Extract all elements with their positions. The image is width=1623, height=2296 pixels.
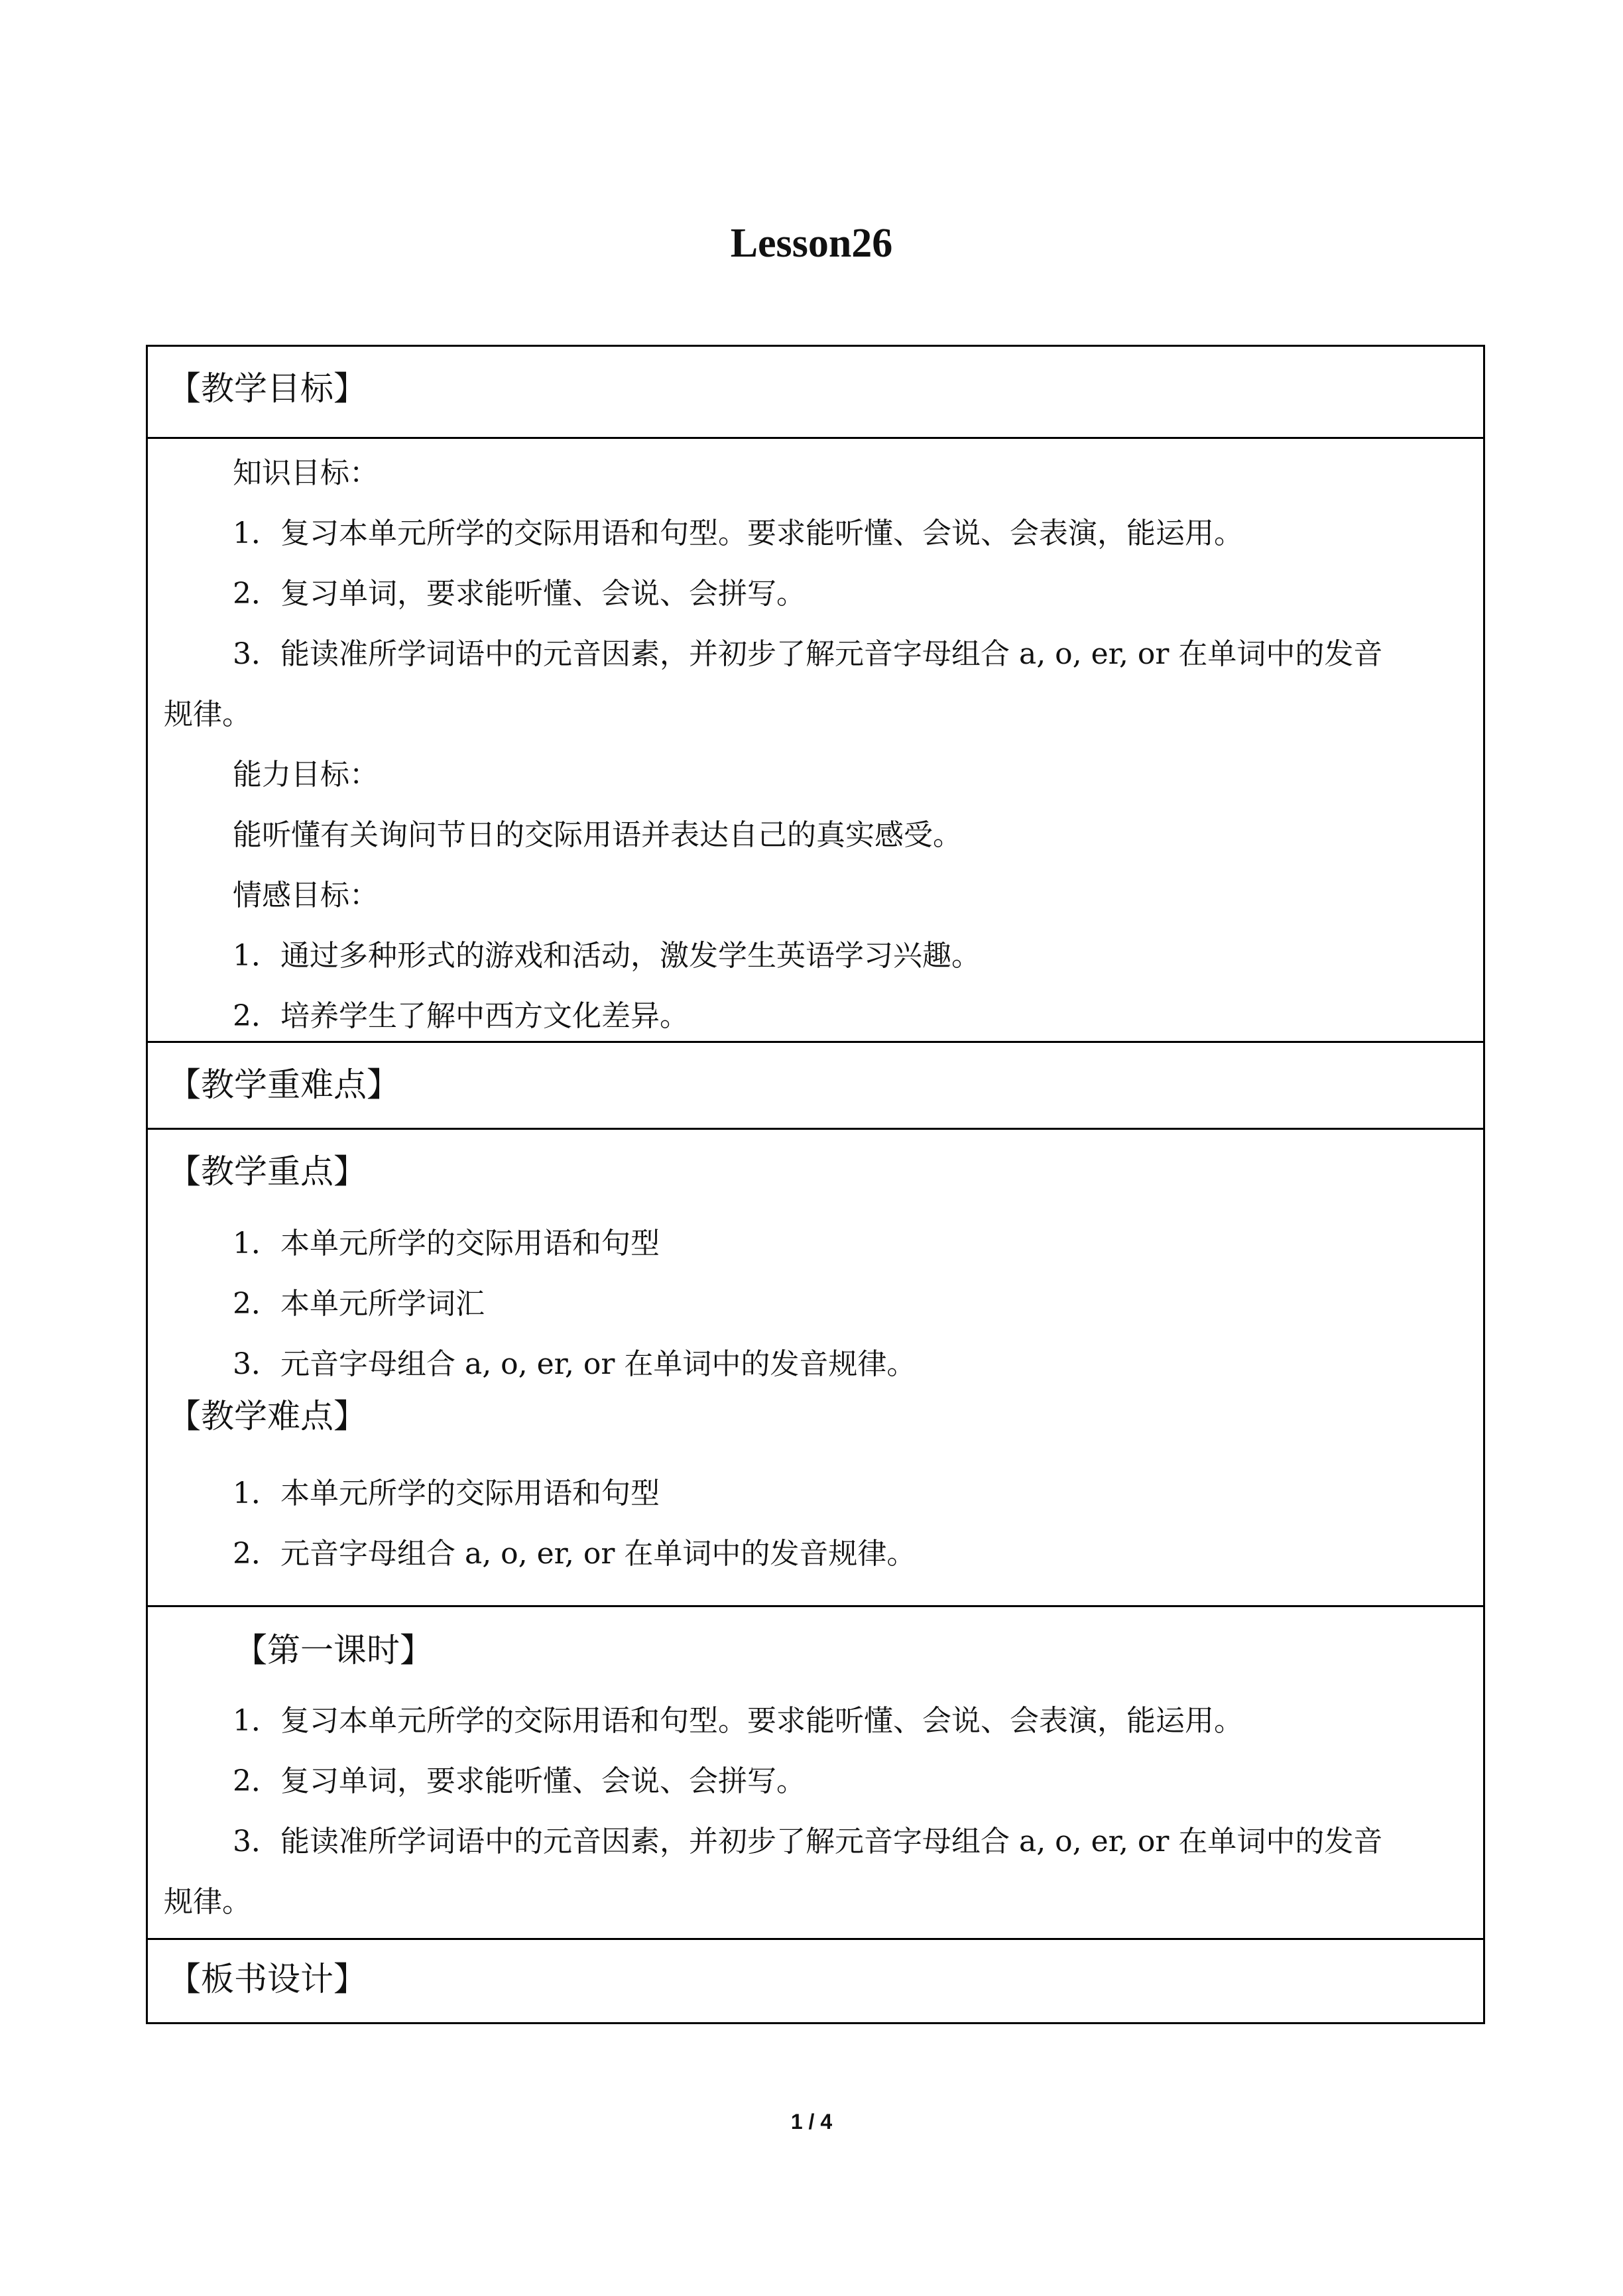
knowledge-item: 1．复习本单元所学的交际用语和句型。要求能听懂、会说、会表演，能运用。 bbox=[233, 516, 1243, 550]
key-point-item: 1．本单元所学的交际用语和句型 bbox=[233, 1227, 660, 1260]
ability-label: 能力目标： bbox=[233, 758, 379, 792]
emotion-item: 2．培养学生了解中西方文化差异。 bbox=[233, 999, 689, 1033]
key-point-item: 3．元音字母组合 a, o, er, or 在单词中的发音规律。 bbox=[233, 1347, 916, 1381]
difficult-point-item: 1．本单元所学的交际用语和句型 bbox=[233, 1477, 660, 1510]
key-point-item: 2．本单元所学词汇 bbox=[233, 1287, 485, 1321]
key-points-row bbox=[148, 1128, 1483, 1605]
key-difficult-header-row bbox=[148, 1041, 1483, 1128]
objectives-header-row bbox=[148, 347, 1483, 437]
page-number: 1 / 4 bbox=[790, 2110, 833, 2134]
emotion-item: 1．通过多种形式的游戏和活动，激发学生英语学习兴趣。 bbox=[233, 939, 981, 973]
first-lesson-header: 【第一课时】 bbox=[234, 1631, 433, 1669]
knowledge-item: 3．能读准所学词语中的元音因素，并初步了解元音字母组合 a, o, er, or 在单词中的发音 bbox=[233, 637, 1383, 671]
board-design-header: 【板书设计】 bbox=[168, 1960, 367, 1998]
difficult-point-item: 2．元音字母组合 a, o, er, or 在单词中的发音规律。 bbox=[233, 1537, 916, 1571]
key-points-header: 【教学重点】 bbox=[168, 1152, 367, 1191]
first-lesson-row bbox=[148, 1605, 1483, 1938]
board-design-row bbox=[148, 1938, 1483, 2022]
objectives-content-row bbox=[148, 437, 1483, 1041]
first-lesson-item: 1．复习本单元所学的交际用语和句型。要求能听懂、会说、会表演，能运用。 bbox=[233, 1704, 1243, 1738]
emotion-label: 情感目标： bbox=[233, 878, 379, 912]
key-difficult-header: 【教学重难点】 bbox=[168, 1065, 400, 1104]
ability-item: 能听懂有关询问节日的交际用语并表达自己的真实感受。 bbox=[233, 818, 962, 852]
page-title: Lesson26 bbox=[730, 221, 893, 266]
first-lesson-item: 2．复习单词，要求能听懂、会说、会拼写。 bbox=[233, 1764, 806, 1798]
first-lesson-item: 3．能读准所学词语中的元音因素，并初步了解元音字母组合 a, o, er, or 在单词中的发音 bbox=[233, 1825, 1383, 1858]
difficult-points-header: 【教学难点】 bbox=[168, 1397, 367, 1435]
knowledge-label: 知识目标： bbox=[233, 456, 379, 490]
knowledge-item-continued: 规律。 bbox=[164, 697, 251, 731]
knowledge-item: 2．复习单词，要求能听懂、会说、会拼写。 bbox=[233, 577, 806, 611]
objectives-header: 【教学目标】 bbox=[168, 369, 367, 408]
first-lesson-item-continued: 规律。 bbox=[164, 1885, 251, 1919]
lesson-plan-table bbox=[146, 345, 1485, 2024]
